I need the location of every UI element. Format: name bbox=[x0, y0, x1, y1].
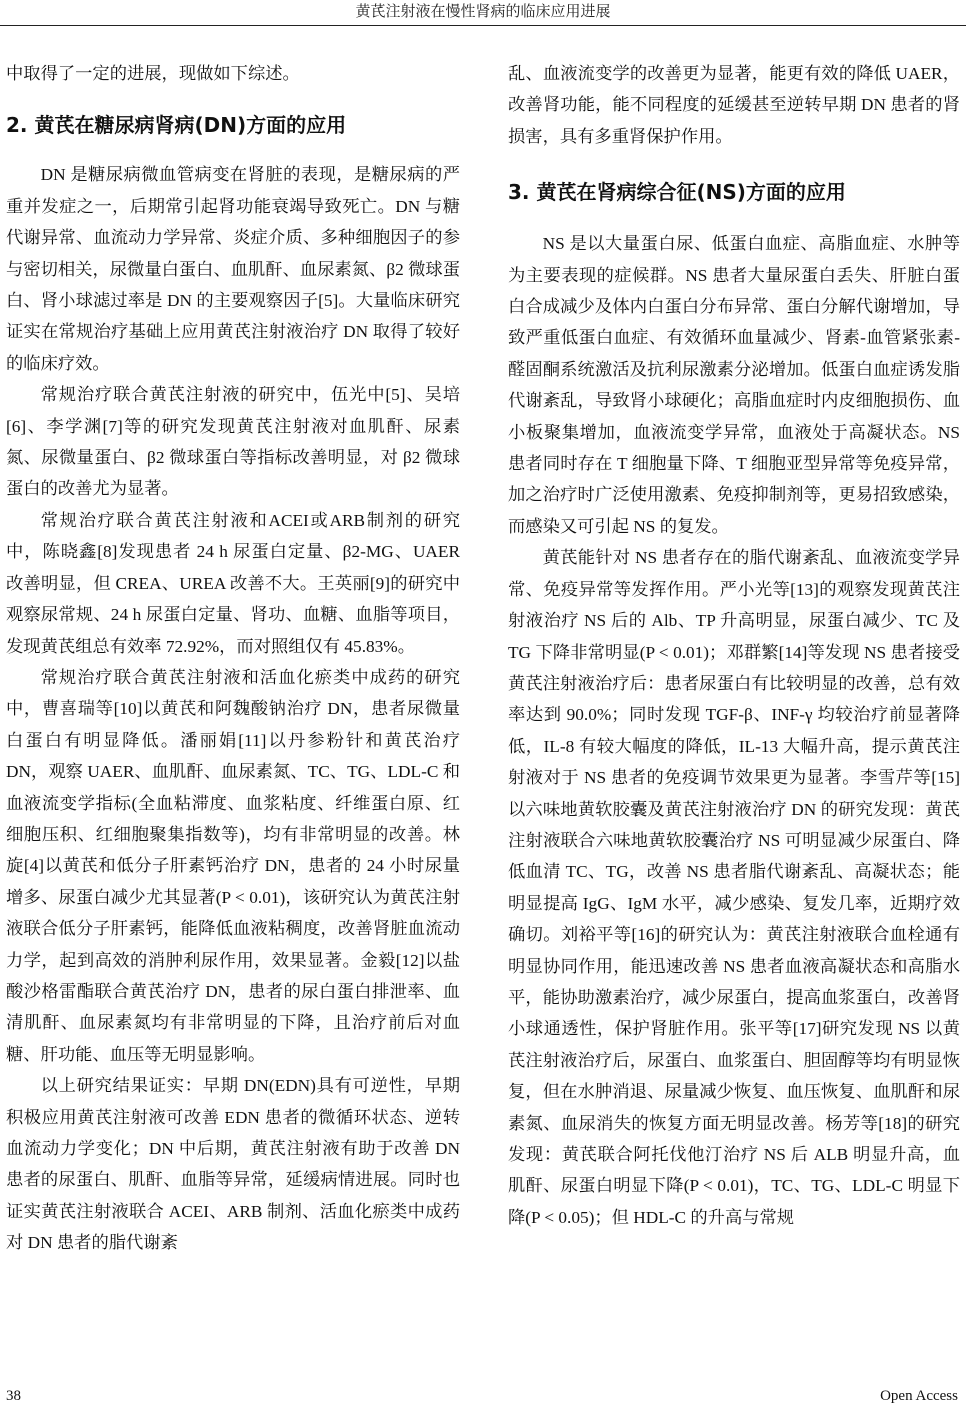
header-rule bbox=[0, 25, 966, 26]
section-3-heading: 3. 黄芪在肾病综合征(NS)方面的应用 bbox=[508, 180, 846, 205]
paragraph: DN 是糖尿病微血管病变在肾脏的表现，是糖尿病的严重并发症之一，后期常引起肾功能衰竭导致死亡。DN 与糖代谢异常、血流动力学异常、炎症介质、多种细胞因子的参与密切相关，尿微量白蛋白、血肌酐、血尿素氮、β2 微球蛋白、肾小球滤过率是 DN 的主要观察因子[5]。大量临床研究证实在常规治疗基础上应用黄芪注射液治疗 DN 取得了较好的临床疗效。 bbox=[6, 165, 460, 373]
right-column bbox=[508, 58, 960, 1233]
page-number: 38 bbox=[6, 1388, 21, 1404]
paragraph: 常规治疗联合黄芪注射液和活血化瘀类中成药的研究中，曹喜瑞等[10]以黄芪和阿魏酸钠治疗 DN，患者尿微量白蛋白有明显降低。潘丽娟[11]以丹参粉针和黄芪治疗 DN，观察 UAER、血肌酐、血尿素氮、TC、TG、LDL-C 和血液流变学指标(全血粘滞度、血浆粘度、纤维蛋白原、红细胞压积、红细胞聚集指数等)，均有非常明显的改善。林旋[4]以黄芪和低分子肝素钙治疗 DN，患者的 24 小时尿量增多、尿蛋白减少尤其显著(P < 0.01)，该研究认为黄芪注射液联合低分子肝素钙，能降低血液粘稠度，改善肾脏血流动力学，起到高效的消肿利尿作用，效果显著。金毅[12]以盐酸沙格雷酯联合黄芪治疗 DN，患者的尿白蛋白排泄率、血清肌酐、血尿素氮均有非常明显的下降，且治疗前后对血糖、肝功能、血压等无明显影响。 bbox=[6, 667, 460, 1064]
continuation-text: 乱、血液流变学的改善更为显著，能更有效的降低 UAER，改善肾功能，能不同程度的延缓甚至逆转早期 DN 患者的肾损害，具有多重肾保护作用。 bbox=[508, 64, 960, 146]
paragraph: 常规治疗联合黄芪注射液和ACEI或ARB制剂的研究中，陈晓鑫[8]发现患者 24 h 尿蛋白定量、β2-MG、UAER 改善明显，但 CREA、UREA 改善不大。王英丽[9]的研究中观察尿常规、24 h 尿蛋白定量、肾功、血糖、血脂等项目，发现黄芪组总有效率 72.92%，而对照组仅有 45.83%。 bbox=[6, 510, 460, 656]
paragraph: 以上研究结果证实：早期 DN(EDN)具有可逆性，早期积极应用黄芪注射液可改善 EDN 患者的微循环状态、逆转血流动力学变化；DN 中后期，黄芪注射液有助于改善 DN 患者的尿蛋白、肌酐、血脂等异常，延缓病情进展。同时也证实黄芪注射液联合 ACEI、ARB 制剂、活血化瘀类中成药对 DN 患者的脂代谢紊 bbox=[6, 1076, 460, 1253]
paragraph: 黄芪能针对 NS 患者存在的脂代谢紊乱、血液流变学异常、免疫异常等发挥作用。严小光等[13]的观察发现黄芪注射液治疗 NS 后的 Alb、TP 升高明显，尿蛋白减少、TC 及 TG 下降非常明显(P < 0.01)；邓群繁[14]等发现 NS 患者接受黄芪注射液治疗后：患者尿蛋白有比较明显的改善，总有效率达到 90.0%；同时发现 TGF-β、INF-γ 均较治疗前显著降低，IL-8 有较大幅度的降低，IL-13 大幅升高，提示黄芪注射液对于 NS 患者的免疫调节效果更为显著。李雪芹等[15]以六味地黄软胶囊及黄芪注射液治疗 DN 的研究发现：黄芪注射液联合六味地黄软胶囊治疗 NS 可明显减少尿蛋白、降低血清 TC、TG，改善 NS 患者脂代谢紊乱、高凝状态；能明显提高 IgG、IgM 水平，减少感染、复发几率，近期疗效确切。刘裕平等[16]的研究认为：黄芪注射液联合血栓通有明显协同作用，能迅速改善 NS 患者血液高凝状态和高脂水平，能协助激素治疗，减少尿蛋白，提高血浆蛋白，改善肾小球通透性，保护肾脏作用。张平等[17]研究发现 NS 以黄芪注射液治疗后，尿蛋白、血浆蛋白、胆固醇等均有明显恢复，但在水肿消退、尿量减少恢复、血压恢复、血肌酐和尿素氮、血尿消失的恢复方面无明显改善。杨芳等[18]的研究发现：黄芪联合阿托伐他汀治疗 NS 后 ALB 明显升高，血肌酐、尿蛋白明显下降(P < 0.01)，TC、TG、LDL-C 明显下降(P < 0.05)；但 HDL-C 的升高与常规 bbox=[508, 548, 960, 1227]
running-title: 黄芪注射液在慢性肾病的临床应用进展 bbox=[355, 4, 611, 20]
paragraph: NS 是以大量蛋白尿、低蛋白血症、高脂血症、水肿等为主要表现的症候群。NS 患者大量尿蛋白丢失、肝脏白蛋白合成减少及体内白蛋白分布异常、蛋白分解代谢增加，导致严重低蛋白血症、有效循环血量减少、肾素-血管紧张素-醛固酮系统激活及抗利尿激素分泌增加。低蛋白血症诱发脂代谢紊乱，导致肾小球硬化；高脂血症时内皮细胞损伤、血小板聚集增加，血液流变学异常，血液处于高凝状态。NS 患者同时存在 T 细胞量下降、T 细胞亚型异常等免疫异常，加之治疗时广泛使用激素、免疫抑制剂等，更易招致感染，而感染又可引起 NS 的复发。 bbox=[508, 234, 960, 536]
paragraph: 常规治疗联合黄芪注射液的研究中，伍光中[5]、吴培[6]、李学渊[7]等的研究发现黄芪注射液对血肌酐、尿素氮、尿微量蛋白、β2 微球蛋白等指标改善明显，对 β2 微球蛋白的改善尤为显著。 bbox=[6, 385, 460, 499]
left-column bbox=[6, 58, 460, 1259]
continuation-text: 中取得了一定的进展，现做如下综述。 bbox=[6, 64, 300, 83]
journal-label: Open Access bbox=[880, 1388, 958, 1404]
section-2-heading: 2. 黄芪在糖尿病肾病(DN)方面的应用 bbox=[6, 113, 347, 138]
